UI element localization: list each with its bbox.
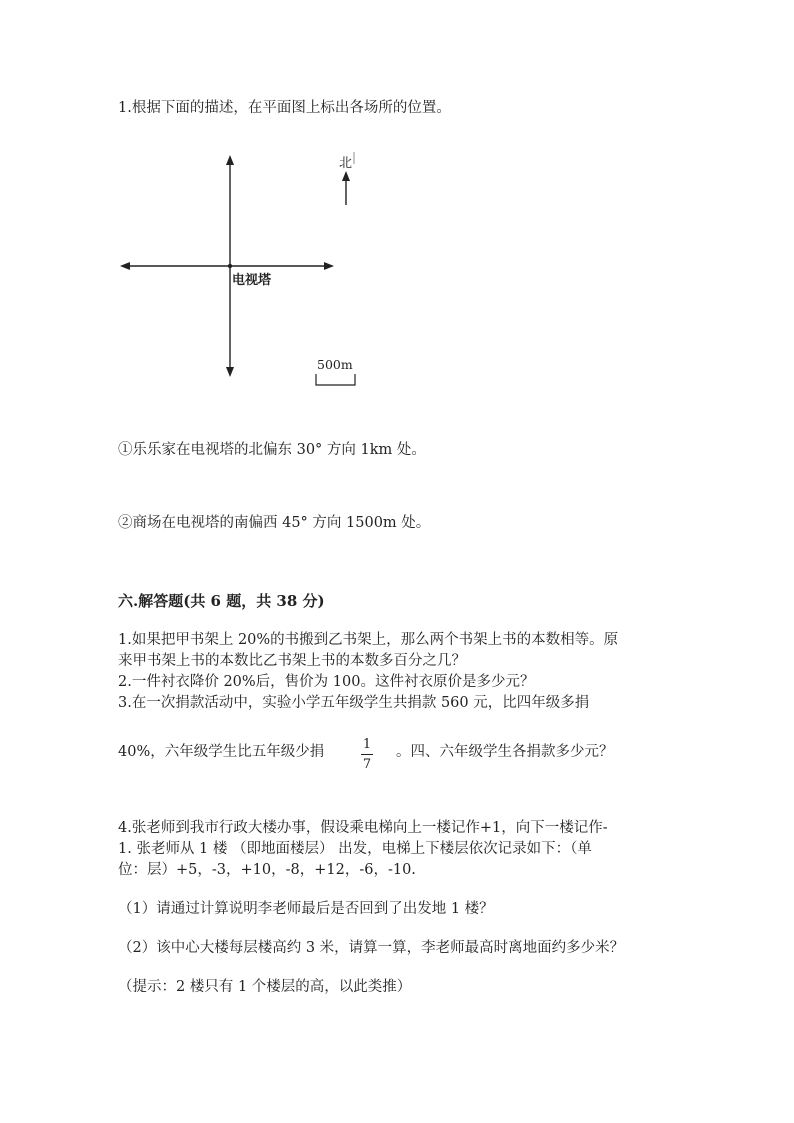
axis-arrow-up xyxy=(226,155,234,165)
problem4-sub1: （1）请通过计算说明李老师最后是否回到了出发地 1 楼？ xyxy=(118,901,494,917)
north-label: 北 xyxy=(339,156,353,171)
problem3-line2-start: 40%，六年级学生比五年级少捐 xyxy=(118,744,325,760)
problem1-line1: 1.如果把甲书架上 20%的书搬到乙书架上，那么两个书架上书的本数相等。原 xyxy=(118,632,619,648)
problem4-line1: 4.张老师到我市行政大楼办事，假设乘电梯向上一楼记作+1，向下一楼记作- xyxy=(118,820,608,836)
q1-title: 1.根据下面的描述，在平面图上标出各场所的位置。 xyxy=(118,100,451,116)
tv-tower-point xyxy=(228,264,232,268)
north-arrow-icon xyxy=(342,171,350,181)
problem3-line1: 3.在一次捐款活动中，实验小学五年级学生共捐款 560 元，比四年级多捐 xyxy=(118,695,590,711)
q1-item1: ①乐乐家在电视塔的北偏东 30° 方向 1km 处。 xyxy=(118,442,426,458)
axis-arrow-left xyxy=(120,262,130,270)
problem4-hint: （提示：2 楼只有 1 个楼层的高，以此类推） xyxy=(118,979,412,995)
tv-tower-label: 电视塔 xyxy=(232,273,272,288)
fraction-bar xyxy=(361,754,373,755)
q1-item2: ②商场在电视塔的南偏西 45° 方向 1500m 处。 xyxy=(118,515,431,531)
problem2: 2.一件衬衣降价 20%后，售价为 100。这件衬衣原价是多少元？ xyxy=(118,674,535,690)
section-title: 六.解答题(共 6 题，共 38 分) xyxy=(118,592,325,610)
direction-diagram xyxy=(110,145,380,390)
problem4-line2: 1. 张老师从 1 楼 （即地面楼层） 出发，电梯上下楼层依次记录如下：（单 xyxy=(118,841,592,857)
scale-label: 500m xyxy=(317,357,353,372)
fraction-numerator: 1 xyxy=(362,737,372,752)
problem1-line2: 来甲书架上书的本数比乙书架上书的本数多百分之几？ xyxy=(118,653,466,669)
problem3-line2-end: 。四、六年级学生各捐款多少元？ xyxy=(396,744,614,760)
axis-arrow-down xyxy=(226,367,234,377)
axis-arrow-right xyxy=(324,262,334,270)
fraction-one-seventh xyxy=(357,738,377,772)
fraction-denominator: 7 xyxy=(362,757,372,772)
problem4-line3: 位：层）+5，-3，+10，-8，+12，-6，-10. xyxy=(118,862,416,878)
scale-bar xyxy=(316,374,355,385)
problem4-sub2: （2）该中心大楼每层楼高约 3 米，请算一算，李老师最高时离地面约多少米？ xyxy=(118,940,625,956)
